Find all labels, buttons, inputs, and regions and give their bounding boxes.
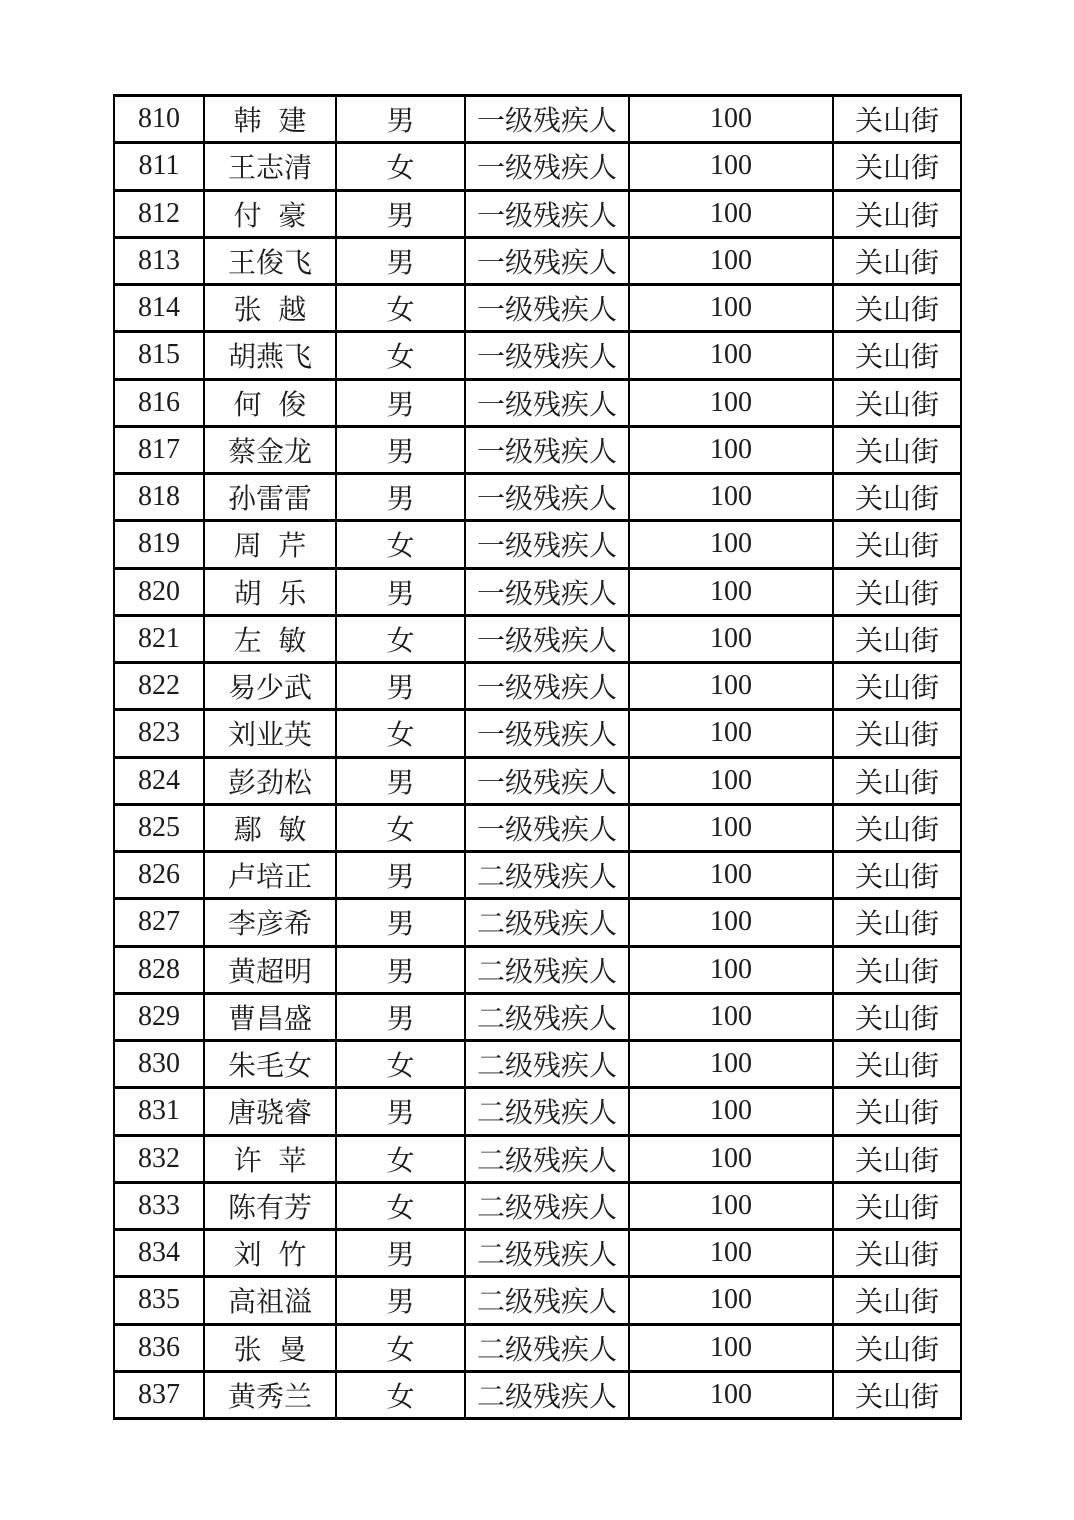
category-cell: 一级残疾人 <box>465 96 629 143</box>
name-cell: 周芹 <box>204 521 336 568</box>
category-cell: 一级残疾人 <box>465 615 629 662</box>
street-cell: 关山街 <box>833 285 961 332</box>
table-row <box>114 1324 961 1371</box>
amount-cell: 100 <box>629 1371 833 1418</box>
table-row <box>114 379 961 426</box>
gender-cell: 女 <box>336 804 465 851</box>
amount-cell: 100 <box>629 1041 833 1088</box>
row-number-cell: 818 <box>114 474 204 521</box>
category-cell: 一级残疾人 <box>465 426 629 473</box>
table-row <box>114 852 961 899</box>
name-cell: 刘竹 <box>204 1230 336 1277</box>
street-cell: 关山街 <box>833 615 961 662</box>
amount-cell: 100 <box>629 804 833 851</box>
row-number-cell: 835 <box>114 1277 204 1324</box>
gender-cell: 男 <box>336 379 465 426</box>
gender-cell: 男 <box>336 993 465 1040</box>
table-row <box>114 521 961 568</box>
category-cell: 一级残疾人 <box>465 190 629 237</box>
name-cell: 陈有芳 <box>204 1182 336 1229</box>
street-cell: 关山街 <box>833 426 961 473</box>
street-cell: 关山街 <box>833 804 961 851</box>
row-number-cell: 837 <box>114 1371 204 1418</box>
street-cell: 关山街 <box>833 1277 961 1324</box>
row-number-cell: 819 <box>114 521 204 568</box>
amount-cell: 100 <box>629 96 833 143</box>
street-cell: 关山街 <box>833 1371 961 1418</box>
street-cell: 关山街 <box>833 1088 961 1135</box>
row-number-cell: 816 <box>114 379 204 426</box>
row-number-cell: 829 <box>114 993 204 1040</box>
street-cell: 关山街 <box>833 190 961 237</box>
row-number-cell: 815 <box>114 332 204 379</box>
gender-cell: 男 <box>336 899 465 946</box>
name-cell: 何俊 <box>204 379 336 426</box>
amount-cell: 100 <box>629 993 833 1040</box>
table-row <box>114 757 961 804</box>
name-cell: 张越 <box>204 285 336 332</box>
gender-cell: 女 <box>336 521 465 568</box>
row-number-cell: 831 <box>114 1088 204 1135</box>
street-cell: 关山街 <box>833 710 961 757</box>
category-cell: 一级残疾人 <box>465 568 629 615</box>
name-cell: 彭劲松 <box>204 757 336 804</box>
category-cell: 一级残疾人 <box>465 663 629 710</box>
row-number-cell: 825 <box>114 804 204 851</box>
table-row <box>114 1182 961 1229</box>
row-number-cell: 822 <box>114 663 204 710</box>
amount-cell: 100 <box>629 1088 833 1135</box>
street-cell: 关山街 <box>833 757 961 804</box>
name-cell: 左敏 <box>204 615 336 662</box>
name-cell: 胡燕飞 <box>204 332 336 379</box>
street-cell: 关山街 <box>833 521 961 568</box>
gender-cell: 男 <box>336 852 465 899</box>
table-body <box>114 96 961 1419</box>
gender-cell: 男 <box>336 1277 465 1324</box>
amount-cell: 100 <box>629 143 833 190</box>
street-cell: 关山街 <box>833 993 961 1040</box>
table-row <box>114 804 961 851</box>
category-cell: 一级残疾人 <box>465 474 629 521</box>
amount-cell: 100 <box>629 710 833 757</box>
disability-benefit-table <box>113 94 962 1420</box>
category-cell: 二级残疾人 <box>465 993 629 1040</box>
table-row <box>114 474 961 521</box>
amount-cell: 100 <box>629 521 833 568</box>
street-cell: 关山街 <box>833 379 961 426</box>
table-row <box>114 899 961 946</box>
category-cell: 二级残疾人 <box>465 1230 629 1277</box>
amount-cell: 100 <box>629 568 833 615</box>
table-row <box>114 1230 961 1277</box>
category-cell: 一级残疾人 <box>465 332 629 379</box>
table-row <box>114 993 961 1040</box>
category-cell: 二级残疾人 <box>465 1088 629 1135</box>
name-cell: 蔡金龙 <box>204 426 336 473</box>
name-cell: 鄢敏 <box>204 804 336 851</box>
row-number-cell: 814 <box>114 285 204 332</box>
street-cell: 关山街 <box>833 1135 961 1182</box>
name-cell: 曹昌盛 <box>204 993 336 1040</box>
gender-cell: 男 <box>336 757 465 804</box>
gender-cell: 女 <box>336 1324 465 1371</box>
row-number-cell: 833 <box>114 1182 204 1229</box>
name-cell: 胡乐 <box>204 568 336 615</box>
row-number-cell: 821 <box>114 615 204 662</box>
gender-cell: 男 <box>336 474 465 521</box>
street-cell: 关山街 <box>833 663 961 710</box>
street-cell: 关山街 <box>833 1182 961 1229</box>
row-number-cell: 834 <box>114 1230 204 1277</box>
gender-cell: 女 <box>336 615 465 662</box>
gender-cell: 男 <box>336 190 465 237</box>
amount-cell: 100 <box>629 1135 833 1182</box>
row-number-cell: 824 <box>114 757 204 804</box>
gender-cell: 女 <box>336 1182 465 1229</box>
gender-cell: 女 <box>336 143 465 190</box>
amount-cell: 100 <box>629 757 833 804</box>
table-row <box>114 143 961 190</box>
street-cell: 关山街 <box>833 1230 961 1277</box>
table-row <box>114 568 961 615</box>
name-cell: 刘业英 <box>204 710 336 757</box>
table-row <box>114 710 961 757</box>
gender-cell: 女 <box>336 710 465 757</box>
category-cell: 一级残疾人 <box>465 757 629 804</box>
gender-cell: 女 <box>336 285 465 332</box>
category-cell: 一级残疾人 <box>465 285 629 332</box>
name-cell: 王俊飞 <box>204 237 336 284</box>
name-cell: 易少武 <box>204 663 336 710</box>
gender-cell: 男 <box>336 568 465 615</box>
amount-cell: 100 <box>629 1324 833 1371</box>
name-cell: 李彦希 <box>204 899 336 946</box>
amount-cell: 100 <box>629 190 833 237</box>
gender-cell: 女 <box>336 1371 465 1418</box>
street-cell: 关山街 <box>833 332 961 379</box>
street-cell: 关山街 <box>833 946 961 993</box>
table-row <box>114 1135 961 1182</box>
category-cell: 二级残疾人 <box>465 852 629 899</box>
category-cell: 二级残疾人 <box>465 1324 629 1371</box>
name-cell: 朱毛女 <box>204 1041 336 1088</box>
category-cell: 一级残疾人 <box>465 710 629 757</box>
name-cell: 黄秀兰 <box>204 1371 336 1418</box>
row-number-cell: 812 <box>114 190 204 237</box>
amount-cell: 100 <box>629 1277 833 1324</box>
category-cell: 二级残疾人 <box>465 1277 629 1324</box>
amount-cell: 100 <box>629 379 833 426</box>
table-row <box>114 946 961 993</box>
row-number-cell: 836 <box>114 1324 204 1371</box>
name-cell: 高祖溢 <box>204 1277 336 1324</box>
table-row <box>114 96 961 143</box>
amount-cell: 100 <box>629 332 833 379</box>
gender-cell: 男 <box>336 96 465 143</box>
table-row <box>114 426 961 473</box>
amount-cell: 100 <box>629 237 833 284</box>
street-cell: 关山街 <box>833 237 961 284</box>
amount-cell: 100 <box>629 474 833 521</box>
category-cell: 一级残疾人 <box>465 521 629 568</box>
category-cell: 一级残疾人 <box>465 143 629 190</box>
row-number-cell: 817 <box>114 426 204 473</box>
row-number-cell: 832 <box>114 1135 204 1182</box>
table-row <box>114 1088 961 1135</box>
amount-cell: 100 <box>629 663 833 710</box>
name-cell: 韩建 <box>204 96 336 143</box>
category-cell: 二级残疾人 <box>465 1041 629 1088</box>
table-row <box>114 1277 961 1324</box>
street-cell: 关山街 <box>833 1041 961 1088</box>
name-cell: 许苹 <box>204 1135 336 1182</box>
gender-cell: 男 <box>336 663 465 710</box>
gender-cell: 女 <box>336 1041 465 1088</box>
row-number-cell: 826 <box>114 852 204 899</box>
gender-cell: 男 <box>336 1230 465 1277</box>
name-cell: 卢培正 <box>204 852 336 899</box>
category-cell: 一级残疾人 <box>465 379 629 426</box>
street-cell: 关山街 <box>833 568 961 615</box>
gender-cell: 女 <box>336 332 465 379</box>
name-cell: 王志清 <box>204 143 336 190</box>
name-cell: 黄超明 <box>204 946 336 993</box>
street-cell: 关山街 <box>833 96 961 143</box>
table-row <box>114 663 961 710</box>
amount-cell: 100 <box>629 1230 833 1277</box>
row-number-cell: 820 <box>114 568 204 615</box>
street-cell: 关山街 <box>833 1324 961 1371</box>
amount-cell: 100 <box>629 899 833 946</box>
amount-cell: 100 <box>629 615 833 662</box>
table-row <box>114 237 961 284</box>
street-cell: 关山街 <box>833 474 961 521</box>
amount-cell: 100 <box>629 285 833 332</box>
row-number-cell: 823 <box>114 710 204 757</box>
street-cell: 关山街 <box>833 852 961 899</box>
amount-cell: 100 <box>629 852 833 899</box>
table-row <box>114 1041 961 1088</box>
amount-cell: 100 <box>629 426 833 473</box>
table-row <box>114 1371 961 1418</box>
category-cell: 二级残疾人 <box>465 1182 629 1229</box>
name-cell: 孙雷雷 <box>204 474 336 521</box>
street-cell: 关山街 <box>833 899 961 946</box>
table-row <box>114 615 961 662</box>
amount-cell: 100 <box>629 946 833 993</box>
category-cell: 二级残疾人 <box>465 899 629 946</box>
table-row <box>114 190 961 237</box>
category-cell: 二级残疾人 <box>465 1135 629 1182</box>
name-cell: 付豪 <box>204 190 336 237</box>
category-cell: 一级残疾人 <box>465 804 629 851</box>
row-number-cell: 830 <box>114 1041 204 1088</box>
amount-cell: 100 <box>629 1182 833 1229</box>
gender-cell: 男 <box>336 426 465 473</box>
gender-cell: 男 <box>336 1088 465 1135</box>
gender-cell: 女 <box>336 1135 465 1182</box>
street-cell: 关山街 <box>833 143 961 190</box>
name-cell: 唐骁睿 <box>204 1088 336 1135</box>
row-number-cell: 811 <box>114 143 204 190</box>
gender-cell: 男 <box>336 946 465 993</box>
row-number-cell: 813 <box>114 237 204 284</box>
row-number-cell: 810 <box>114 96 204 143</box>
row-number-cell: 828 <box>114 946 204 993</box>
name-cell: 张曼 <box>204 1324 336 1371</box>
gender-cell: 男 <box>336 237 465 284</box>
row-number-cell: 827 <box>114 899 204 946</box>
category-cell: 二级残疾人 <box>465 946 629 993</box>
category-cell: 一级残疾人 <box>465 237 629 284</box>
table-row <box>114 332 961 379</box>
table-row <box>114 285 961 332</box>
category-cell: 二级残疾人 <box>465 1371 629 1418</box>
